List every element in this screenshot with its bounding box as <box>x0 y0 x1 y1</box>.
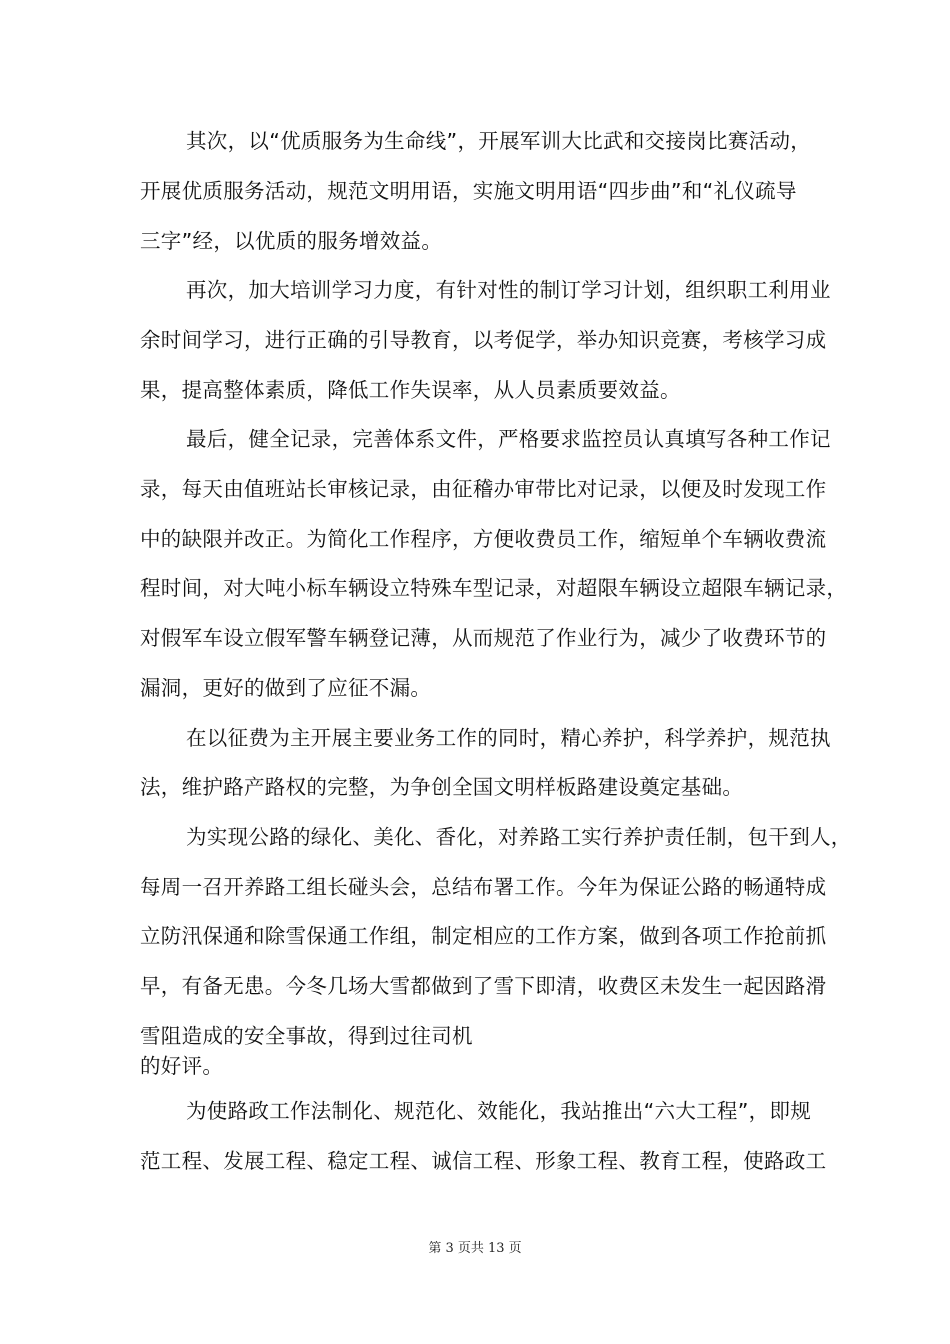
paragraph-line: 果，提高整体素质，降低工作失误率，从人员素质要效益。 <box>140 378 681 402</box>
paragraph-line: 的好评。 <box>140 1054 224 1078</box>
paragraph-line: 每周一召开养路工组长碰头会，总结布署工作。今年为保证公路的畅通特成 <box>140 875 827 899</box>
paragraph-line: 其次，以“优质服务为生命线”，开展军训大比武和交接岗比赛活动， <box>186 129 812 153</box>
paragraph-line: 对假军车设立假军警车辆登记薄，从而规范了作业行为，减少了收费环节的 <box>140 626 827 650</box>
paragraph-line: 漏洞，更好的做到了应征不漏。 <box>140 676 432 700</box>
paragraph-line: 立防汛保通和除雪保通工作组，制定相应的工作方案，做到各项工作抢前抓 <box>140 924 827 948</box>
paragraph-line: 开展优质服务活动，规范文明用语，实施文明用语“四步曲”和“礼仪疏导 <box>140 179 797 203</box>
page-number-footer: 第 3 页共 13 页 <box>428 1241 522 1256</box>
paragraph-line: 法，维护路产路权的完整，为争创全国文明样板路建设奠定基础。 <box>140 775 744 799</box>
paragraph-line: 最后，健全记录，完善体系文件，严格要求监控员认真填写各种工作记 <box>186 427 831 451</box>
paragraph-line: 雪阻造成的安全事故，得到过往司机 <box>140 1024 473 1048</box>
paragraph-line: 三字”经，以优质的服务增效益。 <box>140 229 443 253</box>
paragraph-line: 录，每天由值班站长审核记录，由征稽办审带比对记录，以便及时发现工作 <box>140 477 827 501</box>
paragraph-line: 范工程、发展工程、稳定工程、诚信工程、形象工程、教育工程，使路政工 <box>140 1149 827 1173</box>
paragraph-line: 为实现公路的绿化、美化、香化，对养路工实行养护责任制，包干到人， <box>186 825 852 849</box>
paragraph-line: 早，有备无患。今冬几场大雪都做到了雪下即清，收费区未发生一起因路滑 <box>140 974 827 998</box>
paragraph-line: 程时间，对大吨小标车辆设立特殊车型记录，对超限车辆设立超限车辆记录， <box>140 576 848 600</box>
paragraph-line: 中的缺限并改正。为简化工作程序，方便收费员工作，缩短单个车辆收费流 <box>140 527 827 551</box>
paragraph-line: 余时间学习，进行正确的引导教育，以考促学，举办知识竞赛，考核学习成 <box>140 328 827 352</box>
paragraph-line: 在以征费为主开展主要业务工作的同时，精心养护，科学养护，规范执 <box>186 726 831 750</box>
paragraph-line: 为使路政工作法制化、规范化、效能化，我站推出“六大工程”，即规 <box>186 1099 812 1123</box>
paragraph-line: 再次，加大培训学习力度，有针对性的制订学习计划，组织职工利用业 <box>186 278 831 302</box>
